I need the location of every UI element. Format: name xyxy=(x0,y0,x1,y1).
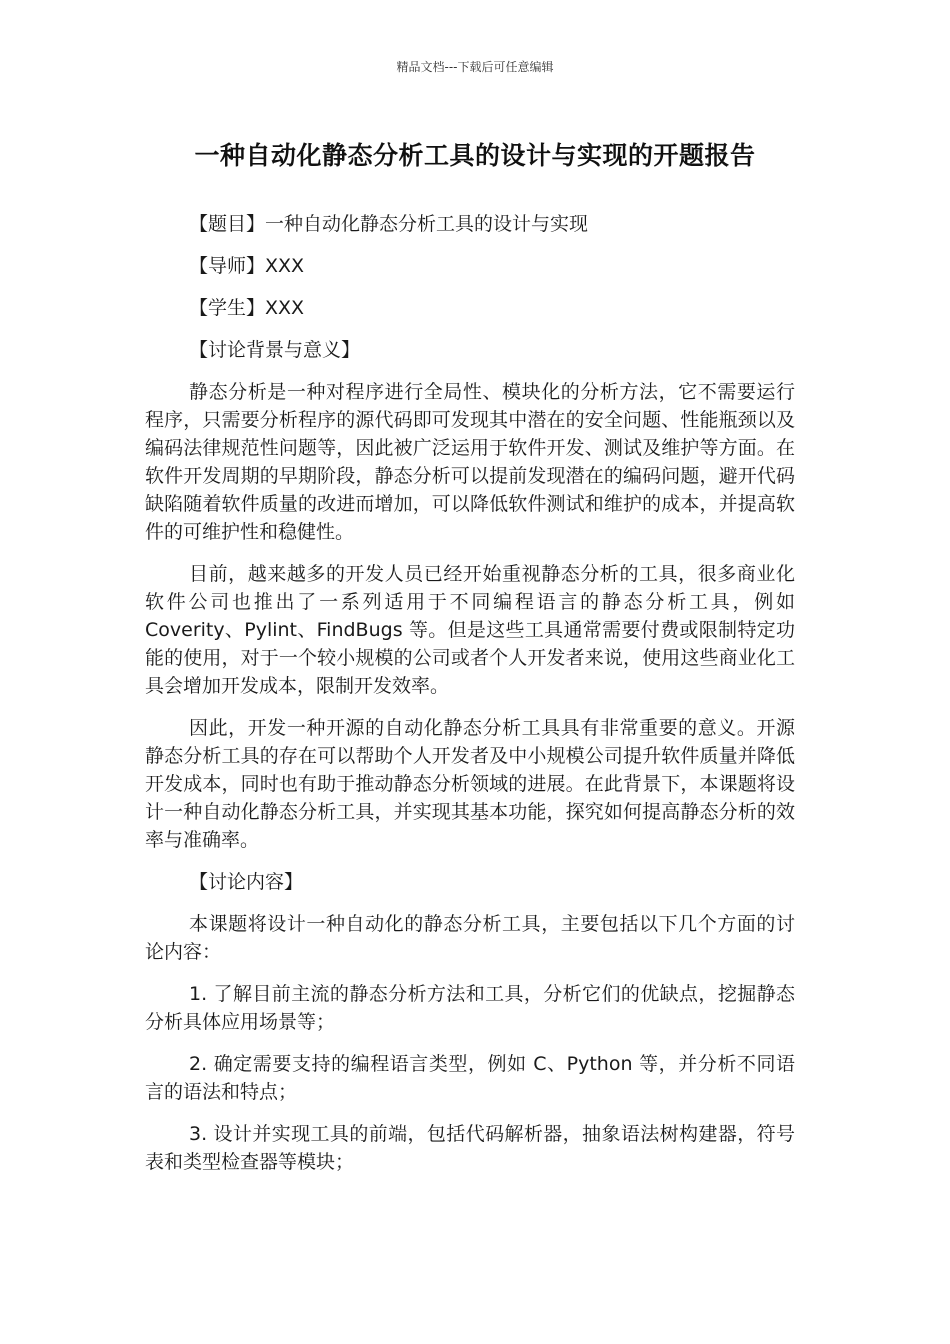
document-title: 一种自动化静态分析工具的设计与实现的开题报告 xyxy=(194,141,756,170)
background-heading: 【讨论背景与意义】 xyxy=(189,339,361,361)
background-paragraph: 因此，开发一种开源的自动化静态分析工具具有非常重要的意义。开源静态分析工具的存在可以帮助个人开发者及中小规模公司提升软件质量并降低开发成本，同时也有助于推动静态分析领域的进展。在此背景下，本课题将设计一种自动化静态分析工具，并实现其基本功能，探究如何提高静态分析的效率与准确率。 xyxy=(145,717,795,851)
header-note: 精品文档---下载后可任意编辑 xyxy=(396,60,554,74)
content-list-item: 2. 确定需要支持的编程语言类型，例如 C、Python 等，并分析不同语言的语法和特点； xyxy=(145,1053,795,1103)
content-list-item: 1. 了解目前主流的静态分析方法和工具，分析它们的优缺点，挖掘静态分析具体应用场景等； xyxy=(145,983,795,1033)
document-body xyxy=(145,210,795,1190)
content-intro: 本课题将设计一种自动化的静态分析工具，主要包括以下几个方面的讨论内容： xyxy=(145,913,795,963)
meta-advisor: 【导师】XXX xyxy=(189,255,305,277)
background-paragraph: 目前，越来越多的开发人员已经开始重视静态分析的工具，很多商业化软件公司也推出了一系列适用于不同编程语言的静态分析工具，例如 Coverity、Pylint、FindBugs 等。但是这些工具通常需要付费或限制特定功能的使用，对于一个较小规模的公司或者个人开发者来说，使用这些商业化工具会增加开发成本，限制开发效率。 xyxy=(145,563,795,697)
background-paragraph: 静态分析是一种对程序进行全局性、模块化的分析方法，它不需要运行程序，只需要分析程序的源代码即可发现其中潜在的安全问题、性能瓶颈以及编码法律规范性问题等，因此被广泛运用于软件开发、测试及维护等方面。在软件开发周期的早期阶段，静态分析可以提前发现潜在的编码问题，避开代码缺陷随着软件质量的改进而增加，可以降低软件测试和维护的成本，并提高软件的可维护性和稳健性。 xyxy=(145,381,795,543)
content-list-item: 3. 设计并实现工具的前端，包括代码解析器，抽象语法树构建器，符号表和类型检查器等模块； xyxy=(145,1123,795,1173)
meta-topic: 【题目】一种自动化静态分析工具的设计与实现 xyxy=(189,213,589,235)
meta-student: 【学生】XXX xyxy=(189,297,305,319)
content-heading: 【讨论内容】 xyxy=(189,871,304,893)
